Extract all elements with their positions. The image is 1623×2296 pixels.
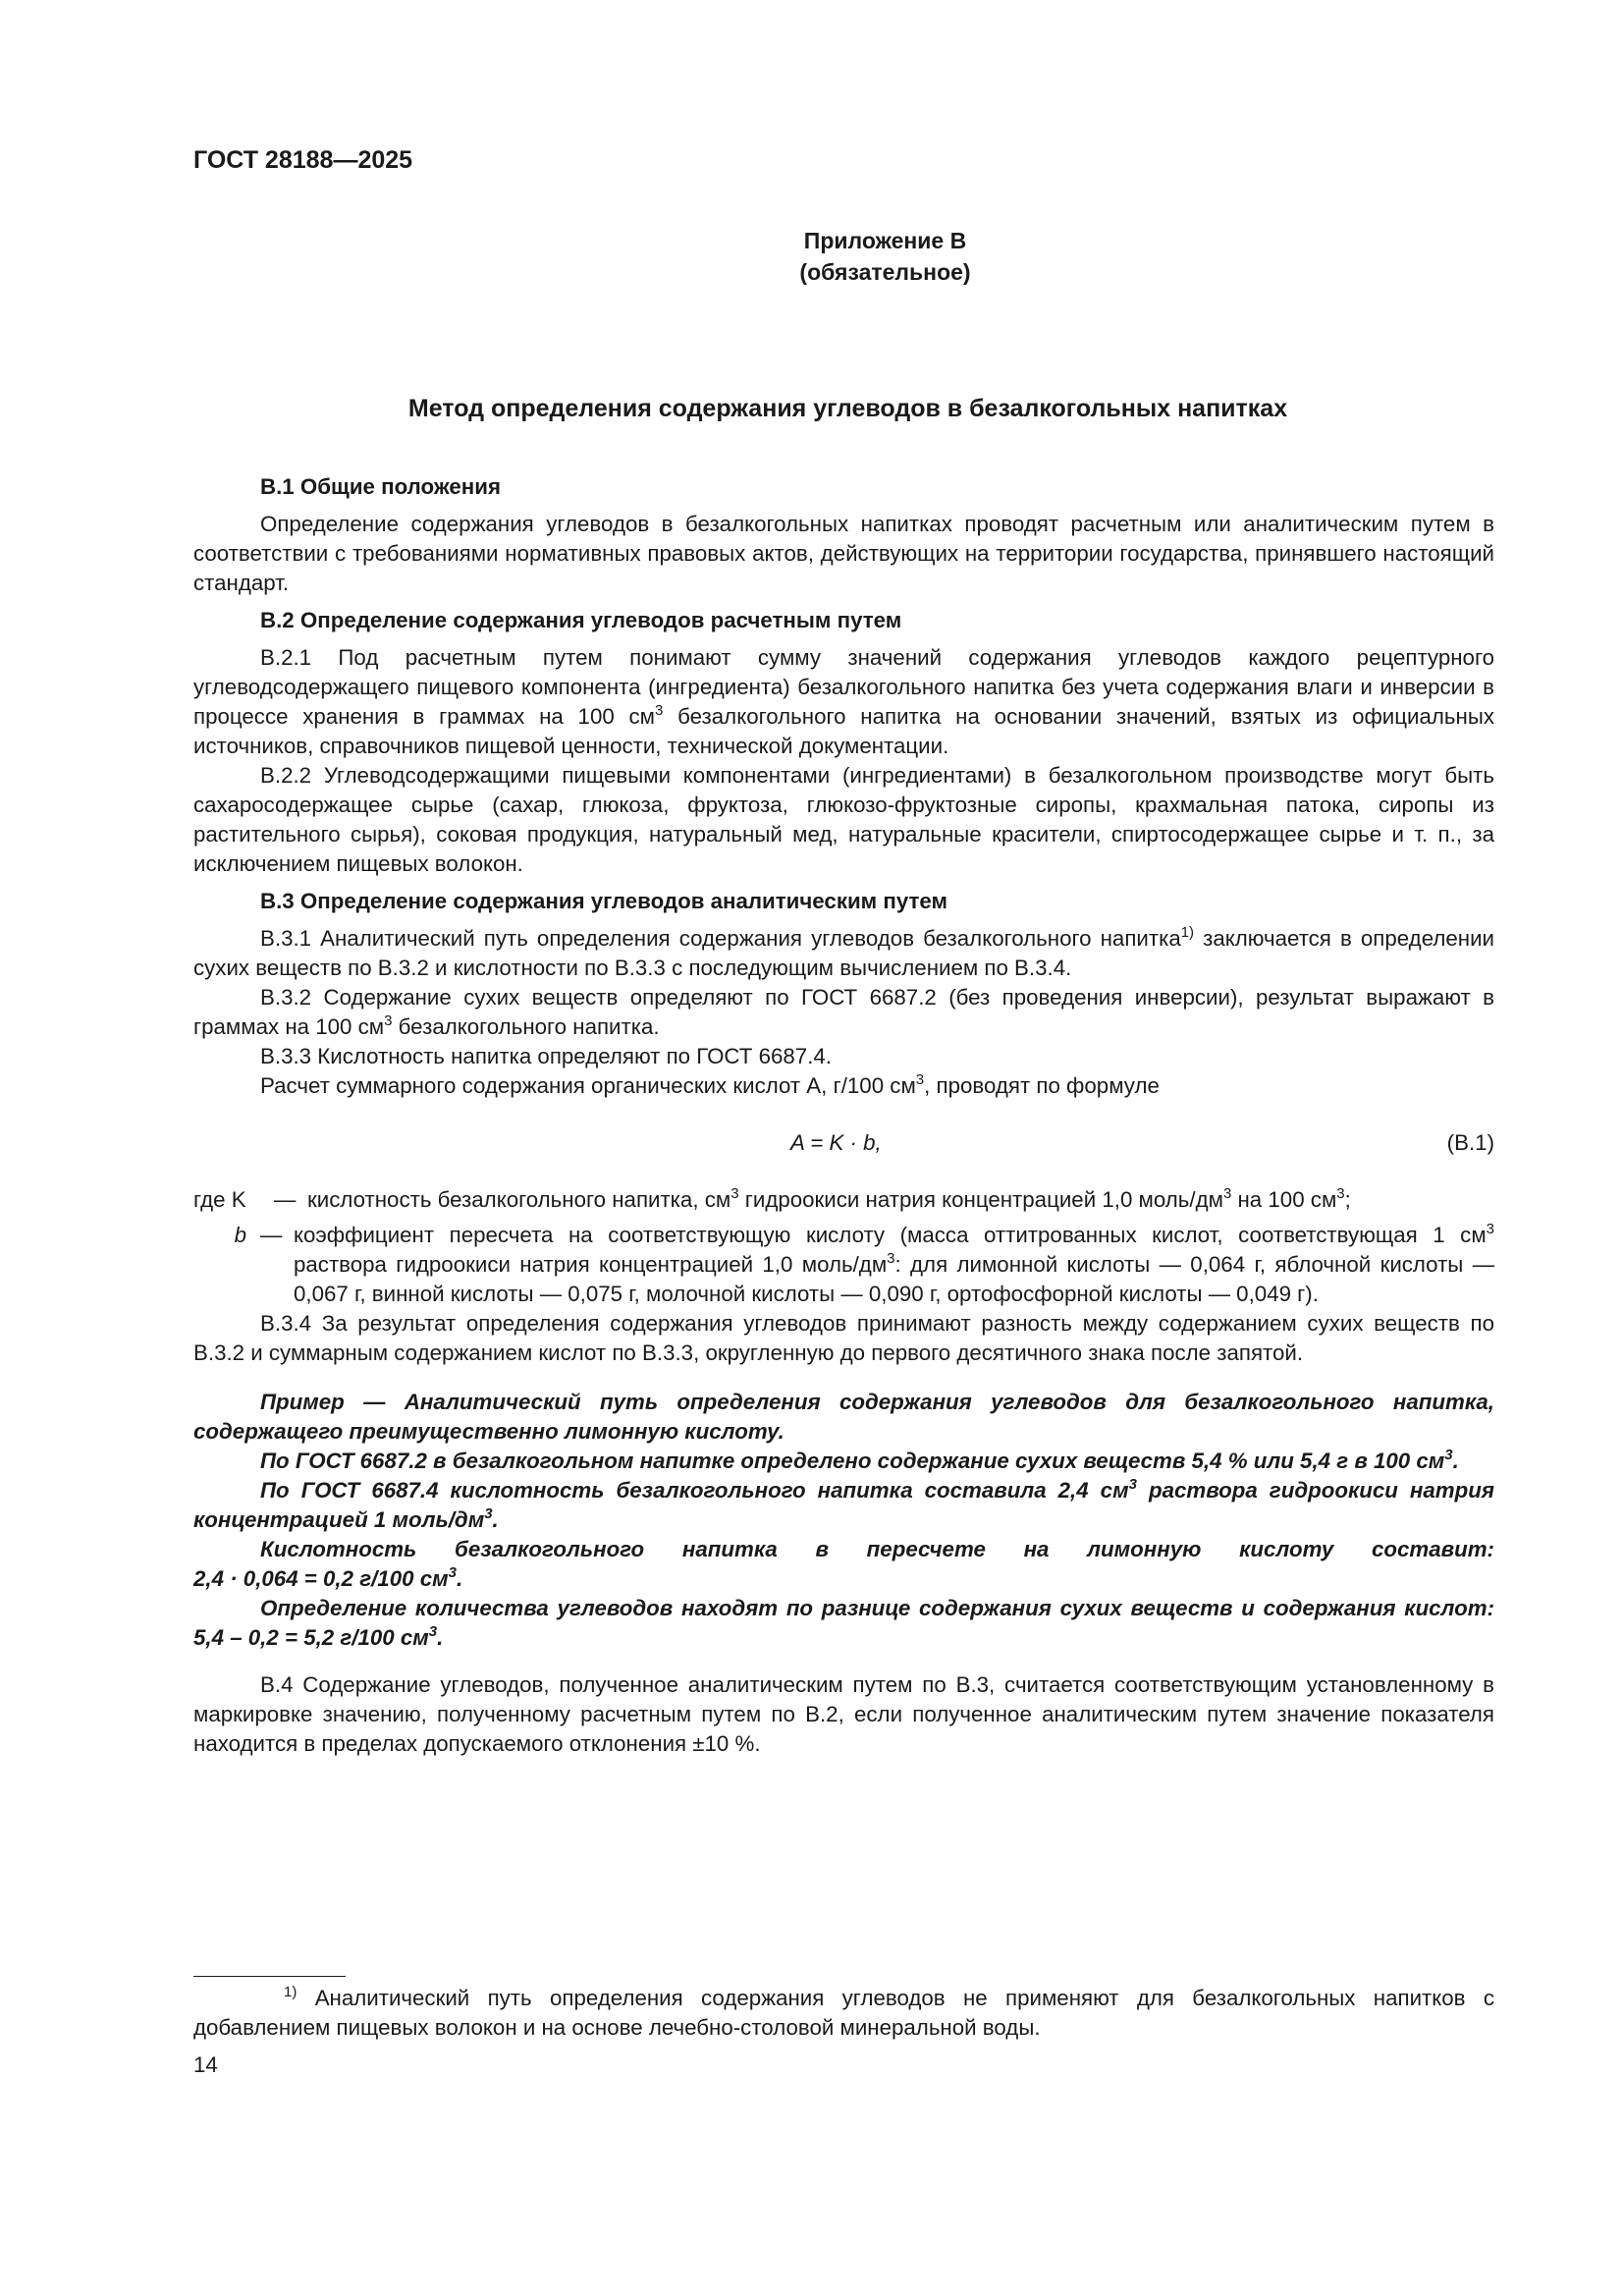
superscript: 3	[1222, 1185, 1232, 1202]
formula-number: (В.1)	[1446, 1130, 1494, 1155]
example-line: Кислотность безалкогольного напитка в пересчете на лимонную кислоту составит:	[260, 1537, 1494, 1561]
text: безалкогольного напитка на основании значений, взятых из официальных источников, справочников пищевой ценности, технической документации.	[193, 704, 1495, 758]
paragraph	[193, 983, 1494, 1042]
main-title: Метод определения содержания углеводов в безалкогольных напитках	[407, 395, 1288, 422]
superscript: 3	[1486, 1221, 1494, 1237]
example-line: Пример — Аналитический путь определения содержания углеводов для безалкогольного напитка, содержащего преимущественно лимонную кислоту.	[193, 1390, 1494, 1444]
text: на 100 см	[1231, 1187, 1337, 1212]
superscript: 3	[1336, 1185, 1345, 1202]
appendix-title: Приложение В	[803, 228, 967, 253]
footnote-mark: 1)	[284, 1984, 298, 2000]
superscript: 3	[730, 1185, 739, 1202]
text: ;	[1344, 1187, 1351, 1212]
appendix-status: (обязательное)	[799, 259, 971, 285]
section-heading: В.3 Определение содержания углеводов аналитическим путем	[260, 889, 948, 913]
superscript: 3	[655, 702, 664, 719]
superscript: 3	[1128, 1476, 1137, 1493]
dash: —	[260, 1223, 283, 1247]
superscript: 3	[428, 1623, 438, 1640]
text: : для лимонной кислоты — 0,064 г, яблочной кислоты — 0,067 г, винной кислоты — 0,075 г, молочной кислоты — 0,090 г, ортофосфорной кислоты — 0,049 г).	[294, 1252, 1494, 1306]
paragraph: В.3.3 Кислотность напитка определяют по ГОСТ 6687.4.	[260, 1044, 832, 1068]
paragraph	[193, 643, 1494, 761]
where-b	[193, 1221, 1494, 1309]
superscript: 3	[384, 1012, 393, 1029]
superscript: 3	[1444, 1447, 1453, 1463]
where-k	[193, 1185, 1494, 1215]
text: .	[456, 1566, 463, 1591]
superscript: 3	[484, 1505, 493, 1522]
text: раствора гидроокиси натрия концентрацией 1 моль/дм	[193, 1478, 1494, 1532]
page-number: 14	[193, 2052, 218, 2077]
text: раствора гидроокиси натрия концентрацией 1,0 моль/дм	[294, 1252, 888, 1277]
text: .	[492, 1507, 499, 1532]
variable-label: b	[234, 1223, 246, 1247]
example-line	[193, 1476, 1494, 1535]
document-id: ГОСТ 28188—2025	[193, 146, 413, 174]
text: По ГОСТ 6687.4 кислотность безалкогольного напитка составила 2,4 см	[260, 1478, 1129, 1503]
paragraph: Определение содержания углеводов в безалкогольных напитках проводят расчетным или аналитическим путем в соответствии с требованиями нормативных правовых актов, действующих на территории государства, принявшего настоящий стандарт.	[193, 512, 1494, 595]
example-block	[193, 1388, 1494, 1653]
paragraph	[193, 1071, 1494, 1101]
section-heading: В.2 Определение содержания углеводов расчетным путем	[260, 608, 902, 632]
variable-description	[294, 1221, 1494, 1309]
superscript: 3	[887, 1250, 895, 1267]
text: безалкогольного напитка.	[392, 1014, 660, 1039]
paragraph: В.3.4 За результат определения содержания углеводов принимают разность между содержанием сухих веществ по В.3.2 и суммарным содержанием кислот по В.3.3, округленную до первого десятичного знака после запятой.	[193, 1311, 1494, 1365]
example-line	[193, 1447, 1494, 1476]
variable-description	[307, 1185, 1494, 1215]
formula: A = K · b,	[790, 1130, 882, 1155]
text: коэффициент пересчета на соответствующую кислоту (масса оттитрованных кислот, соответствующая 1 см	[294, 1223, 1487, 1247]
formula-row	[193, 1128, 1494, 1158]
footnote	[193, 1984, 1494, 2043]
footnote-text: Аналитический путь определения содержания углеводов не применяют для безалкогольных напитков с добавлением пищевых волокон и на основе лечебно-столовой минеральной воды.	[193, 1986, 1494, 2040]
text: гидроокиси натрия концентрацией 1,0 моль/дм	[738, 1187, 1223, 1212]
text: В.2.1 Под расчетным путем понимают сумму значений содержания углеводов каждого рецептурного углеводсодержащего пищевого компонента (ингредиента) безалкогольного напитка без учета содержания влаги и инверсии в процессе хранения в граммах на 100 см	[193, 645, 1494, 729]
footnote-divider	[193, 1976, 346, 1977]
text: В.3.2 Содержание сухих веществ определяют по ГОСТ 6687.2 (без проведения инверсии), результат выражают в граммах на 100 см	[193, 985, 1494, 1039]
dash: —	[274, 1187, 297, 1212]
superscript: 3	[448, 1564, 457, 1581]
section-heading: В.1 Общие положения	[260, 474, 501, 499]
variable-label: где K	[193, 1187, 246, 1212]
text: кислотность безалкогольного напитка, см	[307, 1187, 731, 1212]
text: В.3.1 Аналитический путь определения содержания углеводов безалкогольного напитка	[260, 926, 1181, 951]
paragraph	[193, 924, 1494, 983]
footnote-reference: 1)	[1180, 924, 1195, 941]
paragraph: В.4 Содержание углеводов, полученное аналитическим путем по В.3, считается соответствующим установленному в маркировке значению, полученному расчетным путем по В.2, если полученное аналитическим путем значение показателя находится в пределах допускаемого отклонения ±10 %.	[193, 1672, 1494, 1756]
text: заключается в определении сухих веществ по В.3.2 и кислотности по В.3.3 с последующим вычислением по В.3.4.	[193, 926, 1494, 980]
text: По ГОСТ 6687.2 в безалкогольном напитке определено содержание сухих веществ 5,4 % или 5,4 г в 100 см	[260, 1449, 1445, 1473]
paragraph: В.2.2 Углеводсодержащими пищевыми компонентами (ингредиентами) в безалкогольном производстве могут быть сахаросодержащее сырье (сахар, глюкоза, фруктоза, глюкозо-фруктозные сиропы, крахмальная патока, сиропы из растительного сырья), соковая продукция, натуральный мед, натуральные красители, спиртосодержащее сырье и т. п., за исключением пищевых волокон.	[193, 763, 1494, 876]
text: 2,4 · 0,064 = 0,2 г/100 см	[193, 1566, 449, 1591]
text: , проводят по формуле	[924, 1073, 1160, 1098]
document-body	[193, 472, 1494, 1759]
superscript: 3	[915, 1071, 925, 1088]
text: Определение количества углеводов находят по разнице содержания сухих веществ и содержания кислот: 5,4 – 0,2 = 5,2 г/100 см	[193, 1596, 1494, 1650]
example-line	[193, 1564, 1494, 1594]
text: Расчет суммарного содержания органических кислот А, г/100 см	[260, 1073, 916, 1098]
example-line	[193, 1594, 1494, 1653]
text: .	[1452, 1449, 1459, 1473]
text: .	[437, 1625, 444, 1650]
